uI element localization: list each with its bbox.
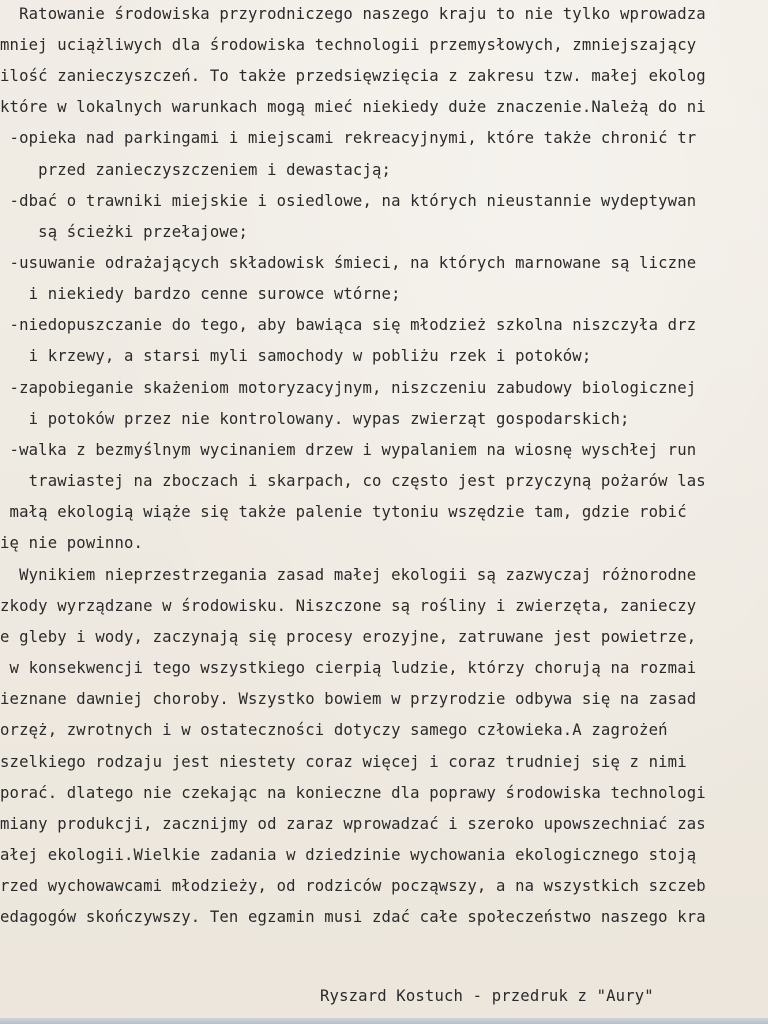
text-line: trawiastej na zboczach i skarpach, co często jest przyczyną pożarów las xyxy=(0,472,706,490)
text-line: ilość zanieczyszczeń. To także przedsięwzięcia z zakresu tzw. małej ekolog xyxy=(0,67,706,85)
text-line: Wynikiem nieprzestrzegania zasad małej ekologii są zazwyczaj różnorodne xyxy=(0,566,697,584)
text-line: i krzewy, a starsi myli samochody w pobliżu rzek i potoków; xyxy=(0,347,592,365)
text-line: w konsekwencji tego wszystkiego cierpią ludzie, którzy chorują na rozmai xyxy=(0,659,697,677)
text-line: orzęż, zwrotnych i w ostateczności dotyczy samego człowieka.A zagrożeń xyxy=(0,721,668,739)
text-line: które w lokalnych warunkach mogą mieć niekiedy duże znaczenie.Należą do ni xyxy=(0,98,706,116)
text-line: -walka z bezmyślnym wycinaniem drzew i wypalaniem na wiosnę wyschłej run xyxy=(0,441,697,459)
text-line: przed zanieczyszczeniem i dewastacją; xyxy=(0,161,392,179)
text-line: ię nie powinno. xyxy=(0,534,144,552)
text-line: zkody wyrządzane w środowisku. Niszczone są rośliny i zwierzęta, zanieczy xyxy=(0,597,697,615)
text-line: -opieka nad parkingami i miejscami rekreacyjnymi, które także chronić tr xyxy=(0,129,697,147)
text-line: mniej uciążliwych dla środowiska technologii przemysłowych, zmniejszający xyxy=(0,36,697,54)
scan-bottom-edge xyxy=(0,1018,768,1024)
text-line: miany produkcji, zacznijmy od zaraz wprowadzać i szeroko upowszechniać zas xyxy=(0,815,706,833)
text-line: -niedopuszczanie do tego, aby bawiąca się młodzież szkolna niszczyła drz xyxy=(0,316,697,334)
text-line: edagogów skończywszy. Ten egzamin musi zdać całe społeczeństwo naszego kra xyxy=(0,908,706,926)
text-line: ałej ekologii.Wielkie zadania w dziedzinie wychowania ekologicznego stoją xyxy=(0,846,697,864)
text-line: małą ekologią wiąże się także palenie tytoniu wszędzie tam, gdzie robić xyxy=(0,503,687,521)
text-line: i niekiedy bardzo cenne surowce wtórne; xyxy=(0,285,401,303)
signature-line: Ryszard Kostuch - przedruk z "Aury" xyxy=(320,987,654,1005)
text-line: i potoków przez nie kontrolowany. wypas zwierząt gospodarskich; xyxy=(0,410,630,428)
text-line: -zapobieganie skażeniom motoryzacyjnym, niszczeniu zabudowy biologicznej xyxy=(0,379,697,397)
text-line: rzed wychowawcami młodzieży, od rodziców począwszy, a na wszystkich szczeb xyxy=(0,877,706,895)
text-line: porać. dlatego nie czekając na konieczne dla poprawy środowiska technologi xyxy=(0,784,706,802)
text-line: -usuwanie odrażających składowisk śmieci, na których marnowane są liczne xyxy=(0,254,697,272)
text-line: są ścieżki przełajowe; xyxy=(0,223,248,241)
text-line: e gleby i wody, zaczynają się procesy erozyjne, zatruwane jest powietrze, xyxy=(0,628,697,646)
text-line: ieznane dawniej choroby. Wszystko bowiem w przyrodzie odbywa się na zasad xyxy=(0,690,697,708)
text-line: szelkiego rodzaju jest niestety coraz więcej i coraz trudniej się z nimi xyxy=(0,753,687,771)
text-line: Ratowanie środowiska przyrodniczego naszego kraju to nie tylko wprowadza xyxy=(0,5,706,23)
text-line: -dbać o trawniki miejskie i osiedlowe, na których nieustannie wydeptywan xyxy=(0,192,697,210)
